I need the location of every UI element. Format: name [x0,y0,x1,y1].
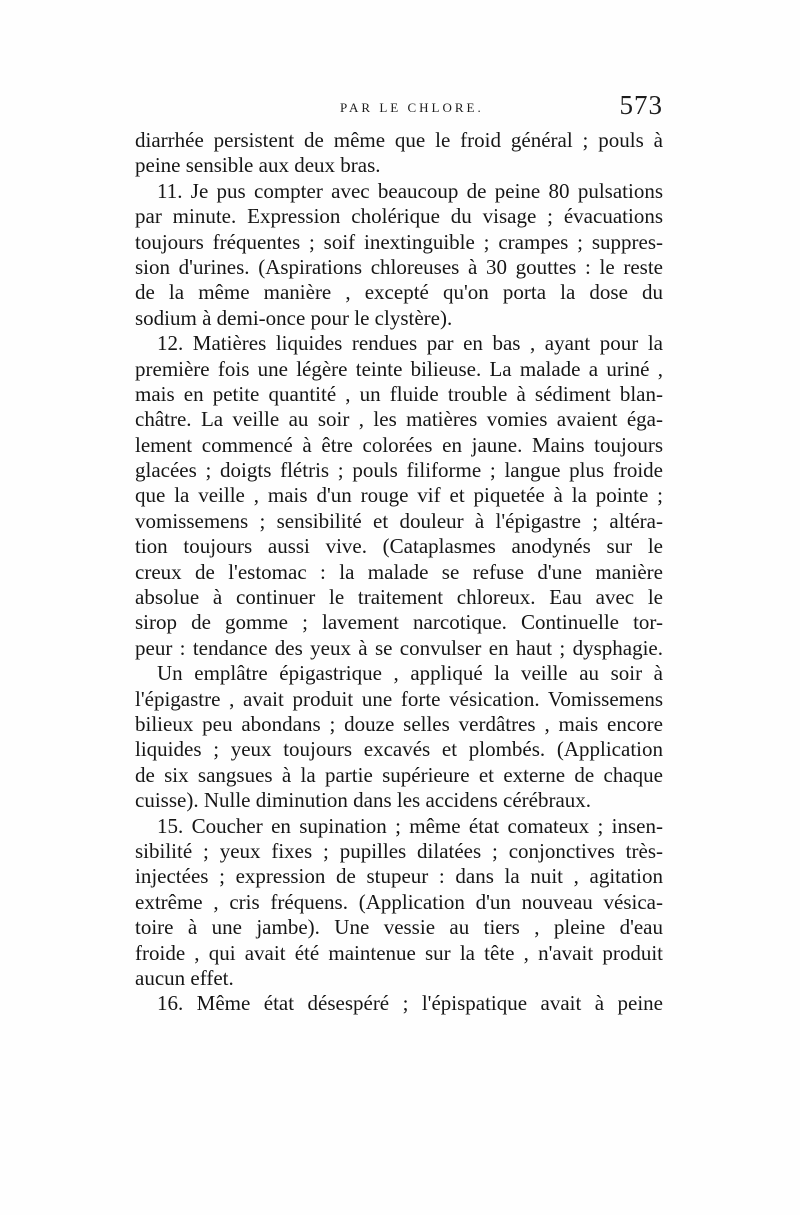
page-number: 573 [619,90,663,120]
text-line: sibilité ; yeux fixes ; pupilles dilatées ; conjonctives très- [135,838,663,863]
text-line: diarrhée persistent de même que le froid général ; pouls à [135,128,663,152]
text-line: glacées ; doigts flétris ; pouls filiforme ; langue plus froide [135,458,663,483]
paragraph-16-first-line: 16. Même état désespéré ; l'épispatique avait à peine [157,991,663,1016]
running-head: PAR LE CHLORE. [340,100,484,115]
text-line: sion d'urines. (Aspirations chloreuses à 30 gouttes : le reste [135,254,663,279]
text-line: sirop de gomme ; lavement narcotique. Continuelle tor- [135,610,663,635]
text-line: injectées ; expression de stupeur : dans la nuit , agitation [135,864,663,889]
text-line: peine sensible aux deux bras. [135,153,381,178]
text-line: cuisse). Nulle diminution dans les accidens cérébraux. [135,788,592,813]
text-line: extrême , cris fréquens. (Application d'un nouveau vésica- [135,889,663,914]
text-line: châtre. La veille au soir , les matières vomies avaient éga- [135,407,663,432]
text-line: sodium à demi-once pour le clystère). [135,305,453,330]
paragraph-12-first-line: 12. Matières liquides rendues par en bas , ayant pour la [157,331,663,356]
text-line: par minute. Expression cholérique du visage ; évacuations [135,204,663,229]
text-line: mais en petite quantité , un fluide trouble à sédiment blan- [135,381,663,406]
text-line: de la même manière , excepté qu'on porta la dose du [135,280,663,305]
text-line: que la veille , mais d'un rouge vif et piquetée à la pointe ; [135,483,663,508]
text-line: vomissemens ; sensibilité et douleur à l'épigastre ; altéra- [135,508,663,533]
page-header [135,88,663,124]
text-line: toire à une jambe). Une vessie au tiers , pleine d'eau [135,915,663,940]
body-text [135,128,663,1017]
text-line: froide , qui avait été maintenue sur la tête , n'avait produit [135,940,663,965]
text-line: peur : tendance des yeux à se convulser en haut ; dysphagie. [135,635,663,660]
paragraph-11-first-line: 11. Je pus compter avec beaucoup de peine 80 pulsations [157,178,663,203]
text-line: première fois une légère teinte bilieuse. La malade a uriné , [135,356,663,381]
text-line: toujours fréquentes ; soif inextinguible ; crampes ; suppres- [135,229,663,254]
text-line: lement commencé à être colorées en jaune. Mains toujours [135,432,663,457]
text-line: de six sangsues à la partie supérieure et externe de chaque [135,762,663,787]
text-line: liquides ; yeux toujours excavés et plombés. (Application [135,737,663,762]
paragraph-15-first-line: 15. Coucher en supination ; même état comateux ; insen- [157,813,663,838]
text-line: l'épigastre , avait produit une forte vésication. Vomissemens [135,686,663,711]
text-line: absolue à continuer le traitement chloreux. Eau avec le [135,585,663,610]
paragraph-first-line: Un emplâtre épigastrique , appliqué la veille au soir à [157,661,663,686]
text-line: aucun effet. [135,965,234,990]
text-line: bilieux peu abondans ; douze selles verdâtres , mais encore [135,711,663,736]
text-line: tion toujours aussi vive. (Cataplasmes anodynés sur le [135,534,663,559]
text-line: creux de l'estomac : la malade se refuse d'une manière [135,559,663,584]
